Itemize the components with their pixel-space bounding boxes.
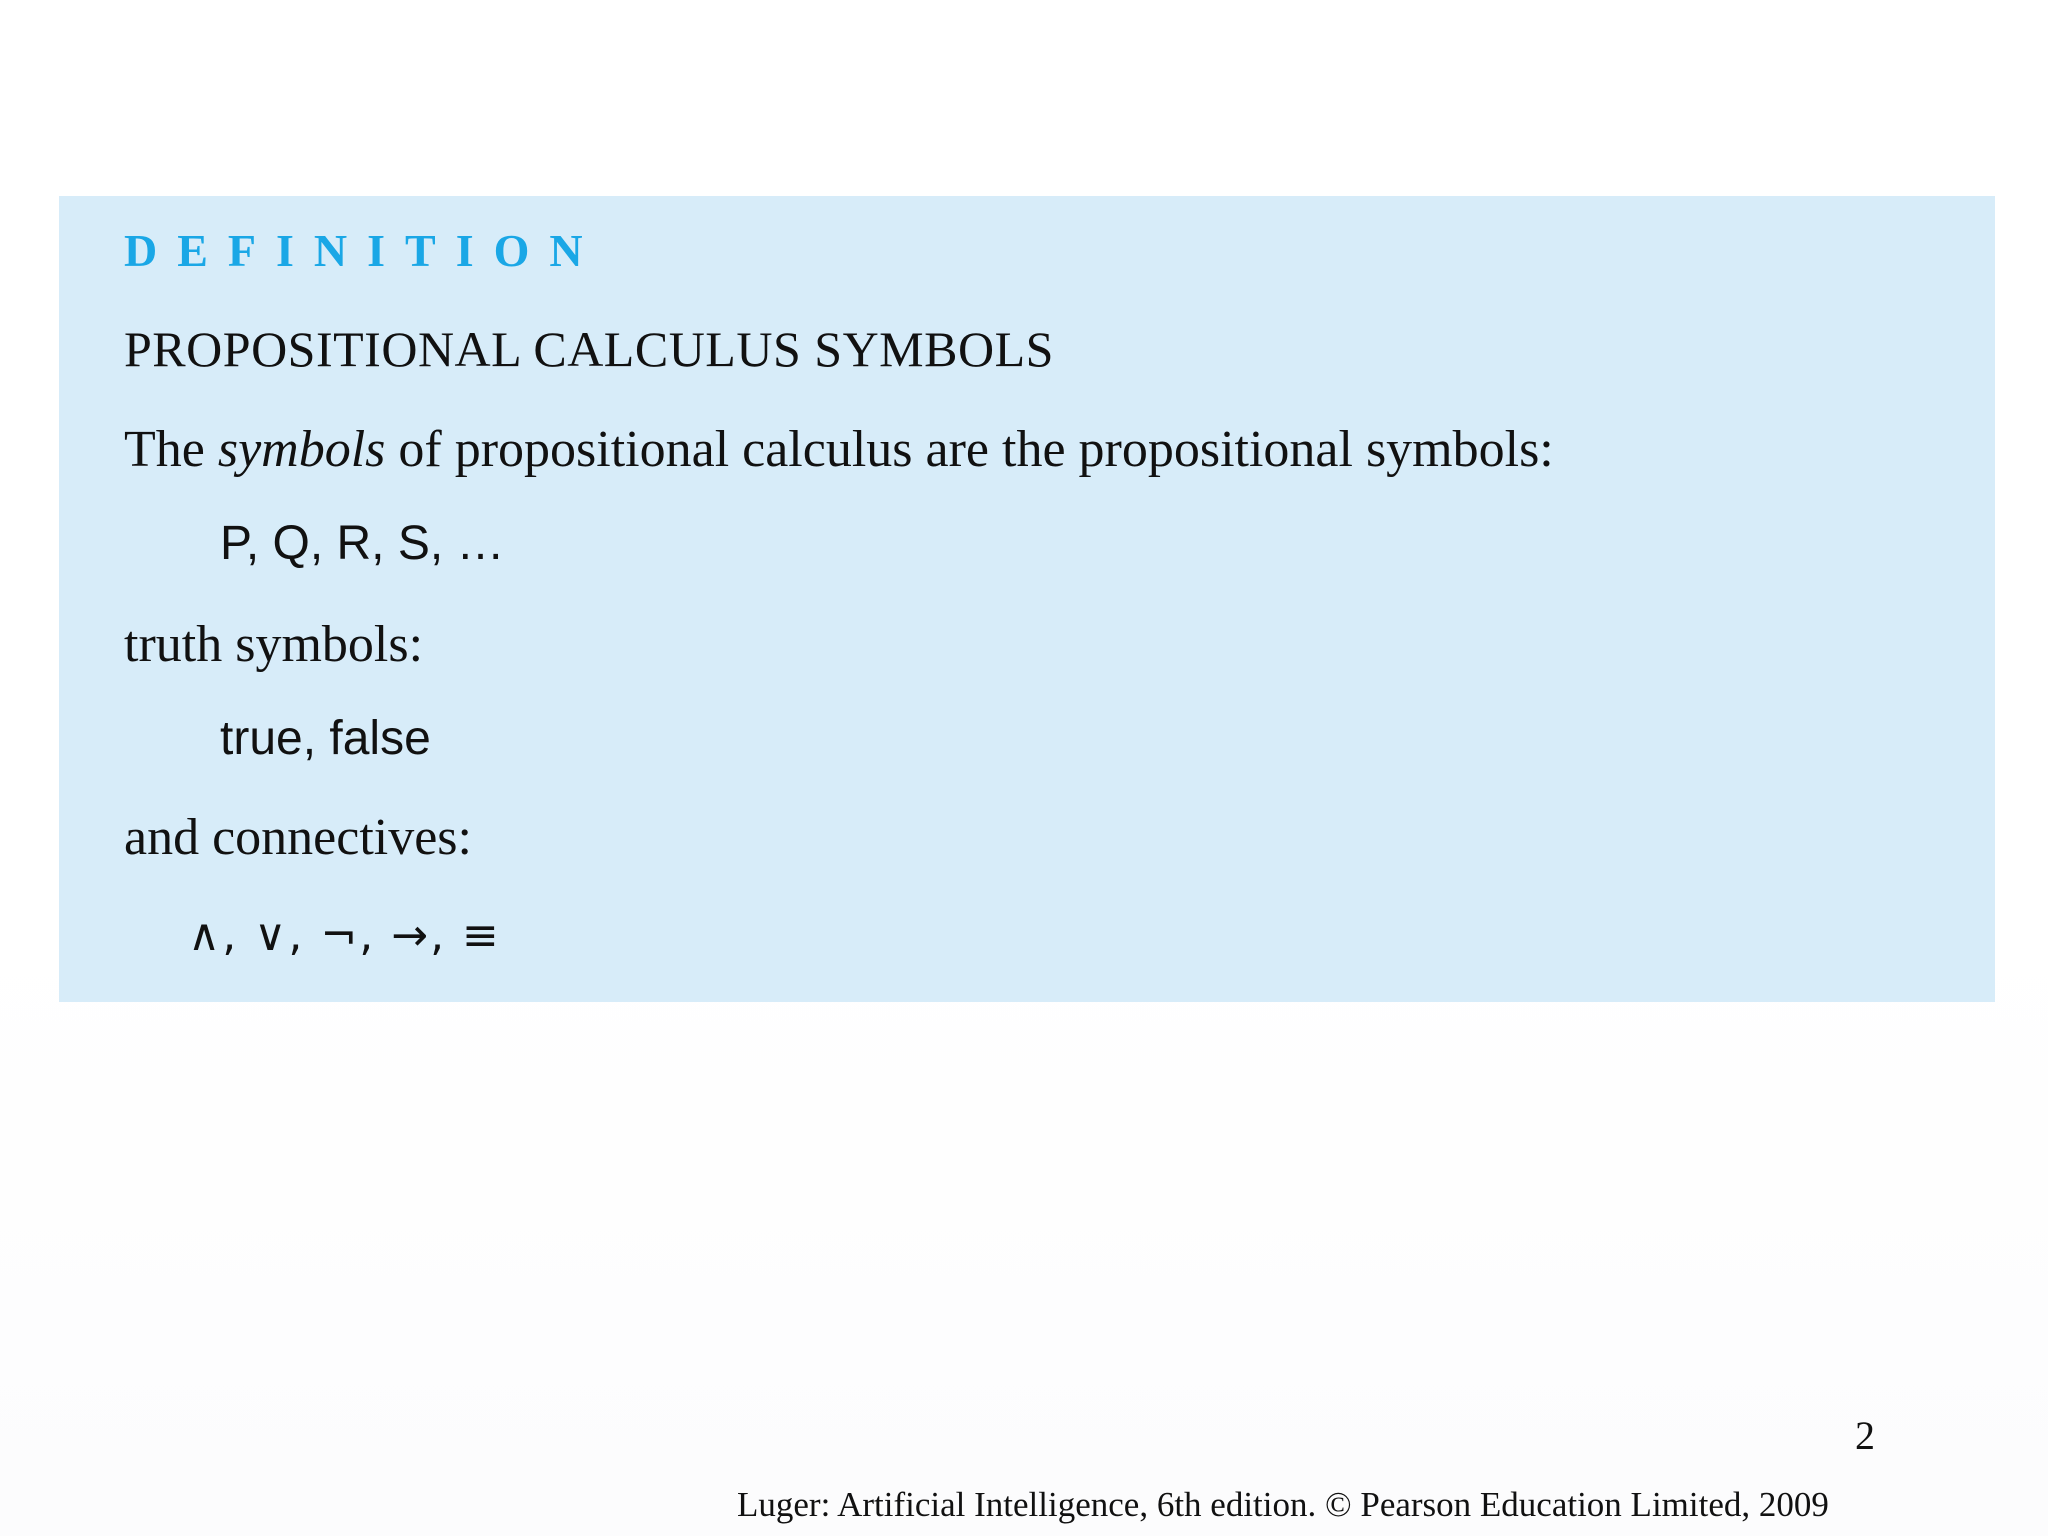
footer-citation: Luger: Artificial Intelligence, 6th edition. © Pearson Education Limited, 2009: [737, 1485, 1829, 1524]
definition-box: [59, 196, 1995, 1002]
definition-title: PROPOSITIONAL CALCULUS SYMBOLS: [124, 321, 1054, 377]
intro-before: The: [124, 421, 218, 478]
intro-sentence: [124, 421, 1554, 478]
intro-emphasis: symbols: [217, 421, 386, 478]
truth-symbols: true, false: [220, 712, 431, 765]
truth-symbols-label: truth symbols:: [124, 616, 424, 673]
connective-symbols: ∧, ∨, ¬, →, ≡: [188, 910, 501, 961]
connectives-label: and connectives:: [124, 809, 472, 866]
definition-heading: DEFINITION: [124, 225, 603, 276]
intro-after: of propositional calculus are the propositional symbols:: [385, 421, 1554, 478]
page-number: 2: [1855, 1413, 1875, 1458]
propositional-symbols: P, Q, R, S, …: [220, 517, 505, 570]
